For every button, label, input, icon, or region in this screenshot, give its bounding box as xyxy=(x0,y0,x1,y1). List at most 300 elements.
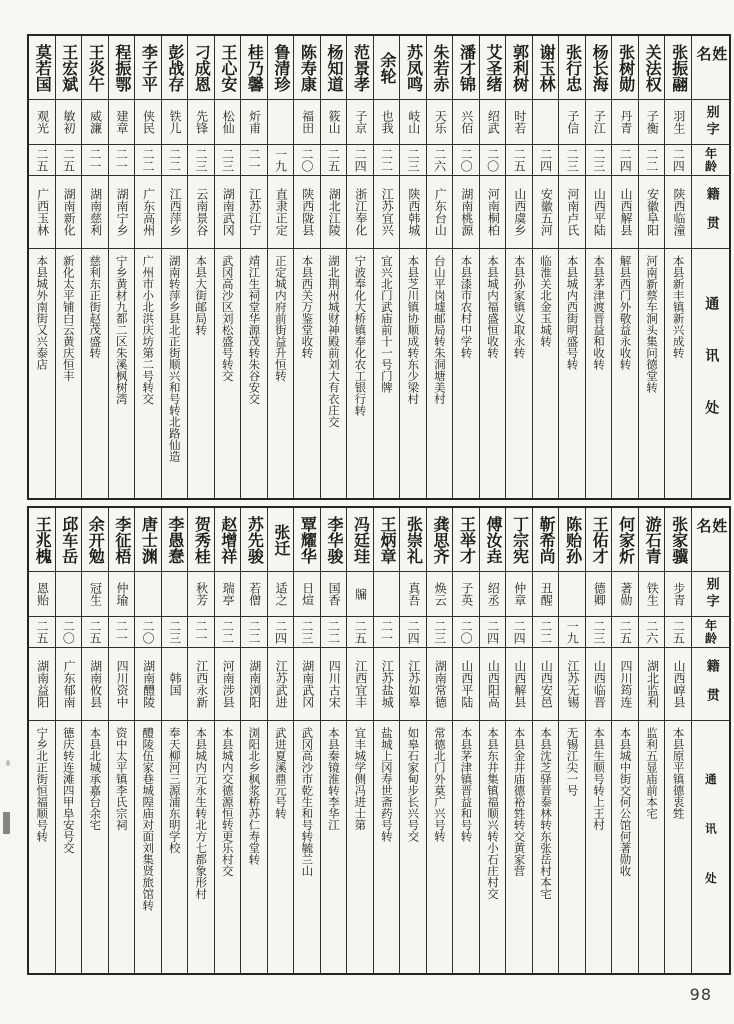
person-name: 朱若赤 xyxy=(427,36,453,100)
person-courtesy-name: 瑞亭 xyxy=(215,572,241,617)
person-address: 德庆转连滩四甲阜安号交 xyxy=(61,727,76,854)
person-column xyxy=(187,36,214,498)
person-column xyxy=(558,36,585,498)
person-age: 二二 xyxy=(162,145,188,176)
person-age: 二四 xyxy=(400,617,426,648)
person-courtesy-name: 子京 xyxy=(347,100,373,145)
person-age: 二三 xyxy=(400,145,426,176)
person-origin: 山西解县 xyxy=(612,176,638,249)
person-address: 本县漆市农村中学转 xyxy=(459,255,474,359)
person-address: 本县芝川镇协顺成转东少梁村 xyxy=(406,255,421,405)
person-age: 二二 xyxy=(639,145,665,176)
person-address: 如皋石家甸步长兴号交 xyxy=(406,727,421,842)
person-address: 本县城内元永生转北方七都象形村 xyxy=(194,727,209,900)
person-age: 二三 xyxy=(586,145,612,176)
person-column xyxy=(426,508,453,973)
header-courtesy: 别字 xyxy=(692,572,729,617)
person-courtesy-name: 恩贻 xyxy=(29,572,55,617)
person-origin: 江西永新 xyxy=(188,648,214,721)
person-courtesy-name: 先锋 xyxy=(188,100,214,145)
person-origin: 湖南宁乡 xyxy=(109,176,135,249)
person-age: 二四 xyxy=(268,617,294,648)
person-origin: 四川筠连 xyxy=(612,648,638,721)
person-courtesy-name: 仲章 xyxy=(506,572,532,617)
person-origin: 湖北江陵 xyxy=(321,176,347,249)
person-courtesy-name: 绍武 xyxy=(480,100,506,145)
person-name: 张行忠 xyxy=(559,36,585,100)
person-address: 本县孙家镇义取永转 xyxy=(512,255,527,359)
person-address: 临淮关北金玉城转 xyxy=(538,255,553,347)
person-age: 二〇 xyxy=(453,617,479,648)
person-origin: 广东台山 xyxy=(427,176,453,249)
column-headers xyxy=(691,36,729,498)
person-address: 本县茅津渡晋益和收转 xyxy=(592,255,607,370)
person-courtesy-name: 国香 xyxy=(321,572,347,617)
person-name: 关法权 xyxy=(639,36,665,100)
person-column xyxy=(55,508,82,973)
ink-smudge xyxy=(3,812,10,834)
person-courtesy-name xyxy=(56,572,82,617)
person-origin: 湖南慈利 xyxy=(82,176,108,249)
person-address: 无锡江尖一号 xyxy=(565,727,580,796)
person-age: 二四 xyxy=(506,617,532,648)
person-origin: 山西临晋 xyxy=(586,648,612,721)
person-address: 本县秦镜淮转李华江 xyxy=(326,727,341,831)
person-courtesy-name: 铁儿 xyxy=(162,100,188,145)
person-name: 李愚惷 xyxy=(162,508,188,572)
person-age: 二五 xyxy=(321,145,347,176)
person-column xyxy=(611,36,638,498)
person-name: 范景孝 xyxy=(347,36,373,100)
person-name: 杨知道 xyxy=(321,36,347,100)
person-courtesy-name: 子信 xyxy=(559,100,585,145)
person-name: 张迁 xyxy=(268,508,294,572)
person-age: 二一 xyxy=(241,145,267,176)
person-origin: 直隶正定 xyxy=(268,176,294,249)
person-courtesy-name xyxy=(162,572,188,617)
person-address: 靖江生祠堂华源茂转朱谷安交 xyxy=(247,255,262,405)
person-courtesy-name: 秋芳 xyxy=(188,572,214,617)
person-address: 河南新蔡车涧头集问德堂转 xyxy=(645,255,660,393)
person-age: 二〇 xyxy=(453,145,479,176)
person-courtesy-name: 日煊 xyxy=(294,572,320,617)
person-origin: 云南景谷 xyxy=(188,176,214,249)
person-address: 本县城中街交何公馆何著勋收 xyxy=(618,727,633,877)
person-age: 二五 xyxy=(29,145,55,176)
person-name: 傅汝垚 xyxy=(480,508,506,572)
person-origin: 湖南醴陵 xyxy=(135,648,161,721)
directory-table-bottom xyxy=(27,506,731,975)
person-origin: 江西萍乡 xyxy=(162,176,188,249)
person-origin: 湖南新化 xyxy=(56,176,82,249)
person-address: 湖南转萍乡县北正街顺兴和号转北路仙造 xyxy=(167,255,182,462)
person-age: 二三 xyxy=(294,617,320,648)
person-name: 谢玉林 xyxy=(533,36,559,100)
person-origin: 山西虞乡 xyxy=(506,176,532,249)
person-origin: 陕西临潼 xyxy=(665,176,691,249)
person-column xyxy=(81,508,108,973)
person-courtesy-name: 也我 xyxy=(374,100,400,145)
person-name: 鲁清珍 xyxy=(268,36,294,100)
person-name: 李征梧 xyxy=(109,508,135,572)
person-column xyxy=(664,36,691,498)
person-courtesy-name: 铁生 xyxy=(639,572,665,617)
person-age: 二三 xyxy=(162,617,188,648)
person-column xyxy=(505,508,532,973)
header-name: 姓名 xyxy=(692,36,729,100)
person-name: 龚思齐 xyxy=(427,508,453,572)
person-age: 二六 xyxy=(639,617,665,648)
person-origin: 山西阳高 xyxy=(480,648,506,721)
person-column xyxy=(108,508,135,973)
person-origin: 江苏武进 xyxy=(268,648,294,721)
person-name: 靳希尚 xyxy=(533,508,559,572)
person-age: 二一 xyxy=(109,145,135,176)
person-name: 刁成恩 xyxy=(188,36,214,100)
person-age: 二五 xyxy=(29,617,55,648)
person-address: 宜兴北门武庙前十一号门牌 xyxy=(379,255,394,393)
person-origin: 江西宜丰 xyxy=(347,648,373,721)
person-courtesy-name: 侠民 xyxy=(135,100,161,145)
person-name: 唐士渊 xyxy=(135,508,161,572)
person-column xyxy=(532,36,559,498)
person-courtesy-name: 筱山 xyxy=(321,100,347,145)
person-origin: 安徽阜阳 xyxy=(639,176,665,249)
person-age: 二一 xyxy=(82,145,108,176)
person-age: 二〇 xyxy=(480,145,506,176)
person-address: 本县西关万鉴堂收转 xyxy=(300,255,315,359)
person-origin: 湖南益阳 xyxy=(29,648,55,721)
person-courtesy-name: 若僧 xyxy=(241,572,267,617)
person-column xyxy=(479,36,506,498)
person-courtesy-name: 炘甫 xyxy=(241,100,267,145)
person-column xyxy=(452,508,479,973)
person-age: 二五 xyxy=(56,145,82,176)
person-address: 湖北荆州城财神殿前刘大有衣庄交 xyxy=(326,255,341,428)
person-courtesy-name xyxy=(135,572,161,617)
person-column xyxy=(81,36,108,498)
person-address: 武冈高沙区刘松盛号转交 xyxy=(220,255,235,382)
person-name: 艾圣绪 xyxy=(480,36,506,100)
person-name: 何家炘 xyxy=(612,508,638,572)
person-name: 潘才锦 xyxy=(453,36,479,100)
person-origin: 山西解县 xyxy=(506,648,532,721)
person-name: 张崇礼 xyxy=(400,508,426,572)
person-name: 冯廷珪 xyxy=(347,508,373,572)
person-name: 李子平 xyxy=(135,36,161,100)
person-courtesy-name: 子衡 xyxy=(639,100,665,145)
person-address: 本县新丰镇新兴成转 xyxy=(671,255,686,359)
person-address: 宁波奉化大桥镇奉化农工银行转 xyxy=(353,255,368,416)
person-address: 醴陵伍家巷城隍庙对面刘集贤旅馆转 xyxy=(141,727,156,911)
person-origin: 湖南常德 xyxy=(427,648,453,721)
person-address: 本县城内西街明盛号转 xyxy=(565,255,580,370)
person-name: 王宏斌 xyxy=(56,36,82,100)
person-address: 资中太平镇李氏宗祠 xyxy=(114,727,129,831)
person-address: 常德北门外莫广兴号转 xyxy=(432,727,447,842)
person-address: 解县西门外敬益永收转 xyxy=(618,255,633,370)
person-name: 王兆槐 xyxy=(29,508,55,572)
person-origin: 广西玉林 xyxy=(29,176,55,249)
person-courtesy-name: 兴佰 xyxy=(453,100,479,145)
person-courtesy-name: 仲瑜 xyxy=(109,572,135,617)
person-column xyxy=(638,508,665,973)
person-column xyxy=(664,508,691,973)
person-address: 本县东井集镇福顺兴转小石庄村交 xyxy=(485,727,500,900)
column-headers xyxy=(691,508,729,973)
person-address: 新化太平铺白云黄庆恒丰 xyxy=(61,255,76,382)
person-courtesy-name: 冠生 xyxy=(82,572,108,617)
person-courtesy-name: 丑醒 xyxy=(533,572,559,617)
person-column xyxy=(373,508,400,973)
person-age: 二四 xyxy=(665,145,691,176)
person-column xyxy=(29,508,55,973)
person-courtesy-name: 敏初 xyxy=(56,100,82,145)
person-courtesy-name: 观光 xyxy=(29,100,55,145)
header-origin: 籍贯 xyxy=(692,176,729,249)
person-age: 二〇 xyxy=(135,617,161,648)
person-name: 邱车岳 xyxy=(56,508,82,572)
person-origin: 湖南攸县 xyxy=(82,648,108,721)
person-age: 二三 xyxy=(427,617,453,648)
person-name: 王心安 xyxy=(215,36,241,100)
person-column xyxy=(267,36,294,498)
person-courtesy-name xyxy=(374,572,400,617)
ink-dot xyxy=(6,760,10,766)
person-column xyxy=(346,36,373,498)
person-address: 本县茅津镇晋益和号转 xyxy=(459,727,474,842)
person-column xyxy=(320,508,347,973)
person-name: 王炎午 xyxy=(82,36,108,100)
person-courtesy-name: 子江 xyxy=(586,100,612,145)
person-age: 二六 xyxy=(427,145,453,176)
person-courtesy-name: 子英 xyxy=(453,572,479,617)
person-courtesy-name: 岐山 xyxy=(400,100,426,145)
person-address: 本县原平镇德衷甡 xyxy=(671,727,686,819)
person-origin: 陕西陇县 xyxy=(294,176,320,249)
person-column xyxy=(585,508,612,973)
person-name: 李华骏 xyxy=(321,508,347,572)
person-courtesy-name: 真吾 xyxy=(400,572,426,617)
person-courtesy-name: 威濂 xyxy=(82,100,108,145)
header-age: 年龄 xyxy=(692,617,729,648)
person-column xyxy=(293,36,320,498)
person-age: 二一 xyxy=(109,617,135,648)
person-courtesy-name xyxy=(268,100,294,145)
person-column xyxy=(134,508,161,973)
person-address: 宁乡北正街恒福顺号转 xyxy=(35,727,50,842)
person-address: 浏阳北乡枫浆桥苏仁寿堂转 xyxy=(247,727,262,865)
person-age: 二四 xyxy=(347,145,373,176)
person-name: 覃耀华 xyxy=(294,508,320,572)
person-column xyxy=(346,508,373,973)
person-courtesy-name: 绍丞 xyxy=(480,572,506,617)
person-column xyxy=(293,508,320,973)
person-age: 二二 xyxy=(215,617,241,648)
header-address: 通讯处 xyxy=(703,295,720,452)
person-column xyxy=(214,508,241,973)
person-name: 张家骥 xyxy=(665,508,691,572)
person-name: 余轮 xyxy=(374,36,400,100)
person-origin: 四川资中 xyxy=(109,648,135,721)
person-origin: 湖北监利 xyxy=(639,648,665,721)
person-column xyxy=(479,508,506,973)
person-name: 彭战存 xyxy=(162,36,188,100)
person-address: 武进夏溪鼎元号转 xyxy=(273,727,288,819)
person-age: 二五 xyxy=(506,145,532,176)
person-courtesy-name: 福田 xyxy=(294,100,320,145)
person-address: 广州市小北洪庆坊第二号转交 xyxy=(141,255,156,405)
person-name: 余开勉 xyxy=(82,508,108,572)
person-origin: 陕西韩城 xyxy=(400,176,426,249)
person-origin: 山西平陆 xyxy=(453,648,479,721)
person-age: 二五 xyxy=(82,617,108,648)
person-origin: 韩国 xyxy=(162,648,188,721)
person-address: 本县沈芝驿晋泰林转东张岳村本宅 xyxy=(538,727,553,900)
person-age: 二二 xyxy=(135,145,161,176)
person-name: 张振翮 xyxy=(665,36,691,100)
person-age: 一九 xyxy=(268,145,294,176)
person-courtesy-name: 焕云 xyxy=(427,572,453,617)
person-age: 二二 xyxy=(374,145,400,176)
person-column xyxy=(373,36,400,498)
person-address: 宁乡黄材九都二区朱溪枫树湾 xyxy=(114,255,129,405)
person-origin: 江苏江宁 xyxy=(241,176,267,249)
person-age: 二四 xyxy=(612,145,638,176)
person-age: 二四 xyxy=(533,145,559,176)
person-origin: 安徽五河 xyxy=(533,176,559,249)
person-name: 王炳章 xyxy=(374,508,400,572)
person-origin: 山西崞县 xyxy=(665,648,691,721)
person-origin: 河南涉县 xyxy=(215,648,241,721)
page-number: 98 xyxy=(689,985,712,1004)
person-column xyxy=(638,36,665,498)
person-origin: 江苏盐城 xyxy=(374,648,400,721)
person-address: 宜丰城学侧冯进士第 xyxy=(353,727,368,831)
person-address: 慈利东正街赵茂盛转 xyxy=(88,255,103,359)
person-age: 二二 xyxy=(533,617,559,648)
person-courtesy-name: 时若 xyxy=(506,100,532,145)
person-age: 二四 xyxy=(480,617,506,648)
person-age: 二一 xyxy=(188,617,214,648)
person-age: 二二 xyxy=(241,617,267,648)
person-column xyxy=(320,36,347,498)
person-column xyxy=(505,36,532,498)
person-courtesy-name: 羽生 xyxy=(665,100,691,145)
person-name: 杨长海 xyxy=(586,36,612,100)
person-name: 苏先骏 xyxy=(241,508,267,572)
header-age: 年龄 xyxy=(692,145,729,176)
person-column xyxy=(558,508,585,973)
person-address: 本县城外南街又兴泰店 xyxy=(35,255,50,370)
person-age: 二一 xyxy=(374,617,400,648)
person-origin: 山西平陆 xyxy=(586,176,612,249)
person-courtesy-name: 德卿 xyxy=(586,572,612,617)
person-name: 莫若国 xyxy=(29,36,55,100)
person-address: 盐城上冈寿世斋药号转 xyxy=(379,727,394,842)
person-origin: 湖南武冈 xyxy=(215,176,241,249)
person-age: 二三 xyxy=(188,145,214,176)
person-address: 本县北城承嘉台余宅 xyxy=(88,727,103,831)
person-column xyxy=(161,36,188,498)
person-origin: 广东郁南 xyxy=(56,648,82,721)
person-address: 奉天柳河三源浦东明学校 xyxy=(167,727,182,854)
person-age: 一九 xyxy=(559,617,585,648)
person-age: 二〇 xyxy=(294,145,320,176)
person-name: 王佑才 xyxy=(586,508,612,572)
person-age: 二五 xyxy=(665,617,691,648)
header-name: 姓名 xyxy=(692,508,729,572)
person-name: 苏凤鸣 xyxy=(400,36,426,100)
person-column xyxy=(426,36,453,498)
person-name: 丁宗宪 xyxy=(506,508,532,572)
person-column xyxy=(108,36,135,498)
person-column xyxy=(134,36,161,498)
person-name: 赵增祥 xyxy=(215,508,241,572)
person-address: 本县金井庙德裕甡转交黄家营 xyxy=(512,727,527,877)
person-origin: 湖南武冈 xyxy=(294,648,320,721)
header-address: 通讯处 xyxy=(703,772,718,922)
person-column xyxy=(611,508,638,973)
person-column xyxy=(240,36,267,498)
person-column xyxy=(585,36,612,498)
person-origin: 四川古宋 xyxy=(321,648,347,721)
person-address: 本县城内福盛恒收转 xyxy=(485,255,500,359)
person-address: 本县城内交德源恒转更乐村交 xyxy=(220,727,235,877)
person-column xyxy=(399,508,426,973)
person-courtesy-name: 丹青 xyxy=(612,100,638,145)
person-name: 贺秀桂 xyxy=(188,508,214,572)
person-age: 二五 xyxy=(612,617,638,648)
directory-table-top xyxy=(27,34,731,500)
person-column xyxy=(55,36,82,498)
person-address: 监利五显庙前本宅 xyxy=(645,727,660,819)
person-origin: 江苏无锡 xyxy=(559,648,585,721)
person-name: 程振鄂 xyxy=(109,36,135,100)
person-origin: 浙江奉化 xyxy=(347,176,373,249)
person-address: 武冈高沙市乾生和号转毓兰山 xyxy=(300,727,315,877)
person-address: 台山平岗墟邮局转朱洞塘美村 xyxy=(432,255,447,405)
person-address: 本县生顺号转上王村 xyxy=(592,727,607,831)
person-column xyxy=(214,36,241,498)
person-name: 陈寿康 xyxy=(294,36,320,100)
person-age: 二二 xyxy=(321,617,347,648)
person-origin: 江苏宜兴 xyxy=(374,176,400,249)
person-age: 二三 xyxy=(215,145,241,176)
person-age: 二三 xyxy=(586,617,612,648)
person-courtesy-name: 著勋 xyxy=(612,572,638,617)
person-courtesy-name xyxy=(559,572,585,617)
person-name: 王举才 xyxy=(453,508,479,572)
person-origin: 山西安邑 xyxy=(533,648,559,721)
person-name: 陈贻孙 xyxy=(559,508,585,572)
header-courtesy: 别字 xyxy=(692,100,729,145)
person-origin: 河南桐柏 xyxy=(480,176,506,249)
person-name: 桂乃馨 xyxy=(241,36,267,100)
person-origin: 广东高州 xyxy=(135,176,161,249)
person-column xyxy=(452,36,479,498)
person-name: 郭利树 xyxy=(506,36,532,100)
person-address: 本县大街邮局转 xyxy=(194,255,209,336)
person-column xyxy=(187,508,214,973)
person-age: 二五 xyxy=(347,617,373,648)
person-column xyxy=(29,36,55,498)
header-origin: 籍贯 xyxy=(692,648,729,721)
person-name: 张树勋 xyxy=(612,36,638,100)
person-column xyxy=(399,36,426,498)
person-age: 二三 xyxy=(559,145,585,176)
person-courtesy-name: 适之 xyxy=(268,572,294,617)
